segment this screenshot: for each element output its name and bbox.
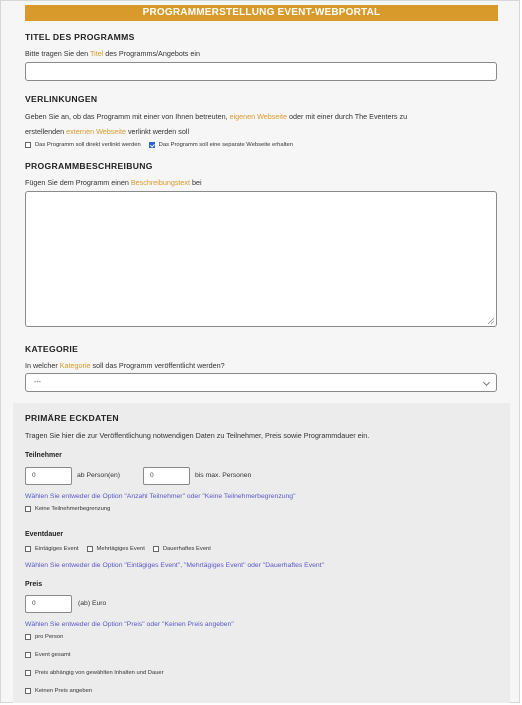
category-selected-value: --- [34,379,41,386]
checkbox[interactable] [25,546,31,552]
duration-options [25,546,219,552]
page-title: PROGRAMMERSTELLUNG EVENT-WEBPORTAL [25,5,498,21]
section-category-heading: KATEGORIE [25,344,79,354]
option-label: Keinen Preis angeben [35,688,93,694]
section-title-description: Bitte tragen Sie den Titel des Programms/Angebots ein [25,49,200,58]
primary-data-panel [13,403,510,703]
option-label: Dauerhaftes Event [162,546,211,552]
links-description-line2: erstellenden externen Webseite verlinkt werden soll [25,127,190,136]
price-hint: Wählen Sie entweder die Option "Preis" oder "Keinen Preis angeben" [25,621,234,628]
links-description-line1: Geben Sie an, ob das Programm mit einer von Ihnen betreuten, eigenen Webseite oder mit einer durch The Eventers zu [25,112,408,121]
checkbox-checked[interactable] [149,142,155,148]
option-permanent[interactable] [153,546,211,552]
checkbox[interactable] [25,142,31,148]
checkbox[interactable] [25,670,31,676]
checkbox[interactable] [25,506,31,512]
option-separate-website[interactable] [149,142,293,148]
duration-hint: Wählen Sie entweder die Option "Eintägiges Event", "Mehrtägiges Event" oder "Dauerhaftes Event" [25,562,324,569]
checkbox[interactable] [87,546,93,552]
option-event-total[interactable] [25,652,70,658]
primary-data-description: Tragen Sie hier die zur Veröffentlichung notwendigen Daten zu Teilnehmer, Preis sowie Programmdauer ein. [25,431,370,440]
option-single-day[interactable] [25,546,79,552]
option-label: Mehrtägiges Event [96,546,145,552]
min-participants-label: ab Person(en) [77,472,121,479]
option-label: Preis abhängig von gewählten Inhalten und Dauer [35,670,164,676]
category-select[interactable] [25,373,497,392]
min-participants-input[interactable]: 0 [25,467,72,485]
option-direct-link[interactable] [25,142,141,148]
price-input[interactable]: 0 [25,595,72,613]
price-label: Preis [25,581,43,588]
links-options [25,142,301,148]
option-price-variable[interactable] [25,670,164,676]
max-participants-input[interactable]: 0 [143,467,190,485]
option-label: pro Person [35,634,64,640]
participants-label: Teilnehmer [25,452,62,459]
participants-hint: Wählen Sie entweder die Option "Anzahl Teilnehmer" oder "Keine Teilnehmerbegrenzung" [25,493,296,500]
section-description-text: Fügen Sie dem Programm einen Beschreibungstext bei [25,178,202,187]
title-input[interactable] [25,62,497,81]
option-label: Keine Teilnehmerbegrenzung [35,506,111,512]
chevron-down-icon [483,379,490,386]
duration-label: Eventdauer [25,531,64,538]
max-participants-label: bis max. Personen [195,472,252,479]
option-per-person[interactable] [25,634,63,640]
section-title-heading: TITEL DES PROGRAMMS [25,32,135,42]
description-textarea[interactable] [25,191,497,327]
option-label: Event gesamt [35,652,71,658]
section-primary-data-heading: PRIMÄRE ECKDATEN [25,413,119,423]
checkbox[interactable] [25,652,31,658]
option-multi-day[interactable] [87,546,145,552]
option-label: Das Programm soll direkt verlinkt werden [35,142,141,148]
checkbox[interactable] [25,634,31,640]
price-unit: (ab) Euro [78,600,107,607]
checkbox[interactable] [153,546,159,552]
checkbox[interactable] [25,688,31,694]
section-links-heading: VERLINKUNGEN [25,94,98,104]
section-category-text: In welcher Kategorie soll das Programm veröffentlicht werden? [25,361,225,370]
no-limit-option[interactable] [25,506,110,512]
option-label: Das Programm soll eine separate Webseite erhalten [158,142,293,148]
resize-handle-icon[interactable] [488,318,494,324]
option-label: Eintägiges Event [35,546,79,552]
option-no-price[interactable] [25,688,92,694]
section-description-heading: PROGRAMMBESCHREIBUNG [25,161,153,171]
